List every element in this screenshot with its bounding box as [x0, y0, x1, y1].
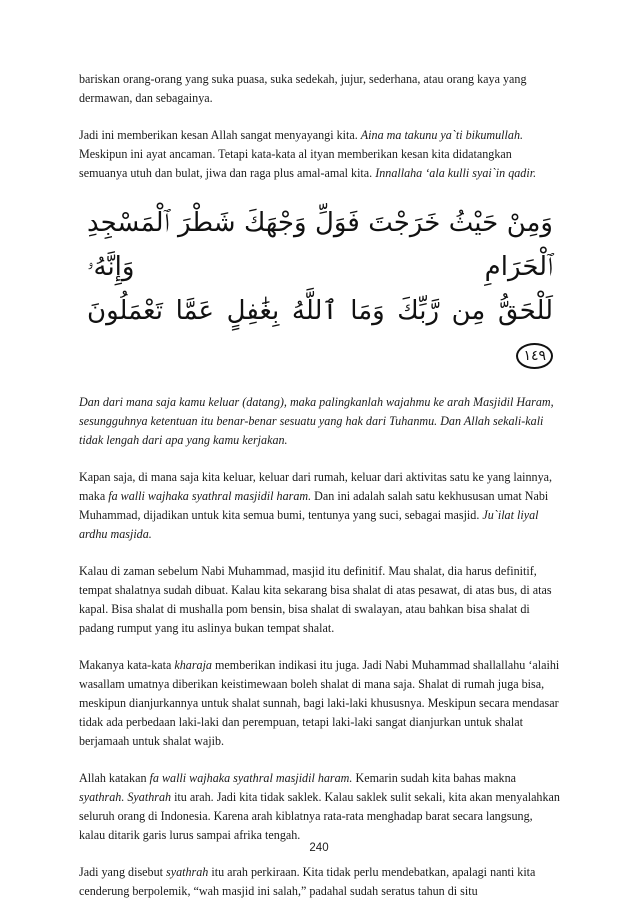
paragraph-3	[79, 468, 561, 544]
paragraph-6-text-2: Kemarin sudah kita bahas makna	[352, 771, 517, 785]
paragraph-2-italic-1: Aina ma takunu ya`ti bikumullah.	[360, 128, 524, 142]
paragraph-7-italic-1: syathrah	[166, 865, 209, 879]
paragraph-1	[79, 70, 561, 108]
paragraph-2-italic-2: Innallaha ‘ala kulli syai`in qadir.	[375, 166, 537, 180]
paragraph-2	[79, 126, 561, 183]
paragraph-3-italic-1: fa walli wajhaka syathral masjidil haram.	[105, 489, 312, 503]
paragraph-3-text-1: Kapan saja, di mana saja kita keluar, keluar dari rumah, keluar dari aktivitas satu ke yang lainnya, maka	[79, 470, 553, 503]
paragraph-5-italic-1: kharaja	[174, 658, 212, 672]
paragraph-3-italic-2: Ju`ilat liyal ardhu masjida.	[79, 508, 539, 541]
paragraph-7	[79, 863, 561, 901]
ayah-number-badge: ١٤٩	[516, 343, 553, 369]
page-body	[79, 70, 561, 919]
page-number: 240	[309, 842, 329, 854]
paragraph-4	[79, 562, 561, 638]
quran-verse	[87, 201, 553, 377]
paragraph-3-text-2: Dan ini adalah salah satu kekhususan umat Nabi Muhammad, dijadikan untuk kita semua bumi, tentunya yang suci, sebagai masjid.	[79, 489, 549, 522]
paragraph-2-text-2: Meskipun ini ayat ancaman. Tetapi kata-kata al ityan memberikan kesan kita didatangkan semuanya utuh dan bulat, jiwa dan raga plus amal-amal kita.	[79, 147, 512, 180]
paragraph-6-italic-1: fa walli wajhaka syathral masjidil haram.	[146, 771, 353, 785]
paragraph-7-text-1: Jadi yang disebut	[79, 865, 166, 879]
quran-verse-line-2-wrap	[87, 289, 553, 377]
paragraph-5-text-1: Makanya kata-kata	[79, 658, 175, 672]
verse-translation-text: Dan dari mana saja kamu keluar (datang), maka palingkanlah wajahmu ke arah Masjidil Haram, sesungguhnya ketentuan itu benar-benar sesuatu yang hak dari Tuhanmu. Dan Allah sekali-kali tidak lengah dari apa yang kamu kerjakan.	[79, 395, 554, 447]
paragraph-4-text: Kalau di zaman sebelum Nabi Muhammad, masjid itu definitif. Mau shalat, dia harus definitif, tempat shalatnya sudah dibuat. Kalau kita sekarang bisa shalat di atas pesawat, di atas bus, di atas kapal. Bisa shalat di mushalla pom bensin, bisa shalat di swalayan, atau bahkan bisa shalat di padang rumput yang itu aslinya bukan tempat shalat.	[79, 564, 552, 635]
paragraph-6-text-1: Allah katakan	[79, 771, 147, 785]
paragraph-5	[79, 656, 561, 751]
paragraph-5-text-2: memberikan indikasi itu juga. Jadi Nabi Muhammad shallallahu ‘alaihi wasallam umatnya diberikan keistimewaan boleh shalat di mana saja. Shalat di rumah juga bisa, meskipun dianjurkannya untuk shalat sunnah, bagi laki-laki khususnya. Meskipun secara mendasar tidak ada perbedaan laki-laki dan perempuan, tetapi laki-laki sangat dianjurkan untuk shalat berjamaah untuk shalat wajib.	[79, 658, 560, 748]
paragraph-6	[79, 769, 561, 845]
verse-translation	[79, 393, 561, 450]
quran-verse-line-2: لَلْحَقُّ مِن رَّبِّكَ وَمَا ٱللَّهُ بِغَٰفِلٍ عَمَّا تَعْمَلُونَ	[87, 296, 553, 326]
paragraph-6-italic-2: syathrah. Syathrah	[79, 790, 172, 804]
paragraph-7-text-2: itu arah perkiraan. Kita tidak perlu mendebatkan, apalagi nanti kita cenderung berpolemik, “wah masjid ini salah,” padahal sudah seratus tahun di situ	[79, 865, 536, 898]
paragraph-1-text: bariskan orang-orang yang suka puasa, suka sedekah, jujur, sederhana, atau orang kaya yang dermawan, dan sebagainya.	[79, 72, 527, 105]
paragraph-2-text-1: Jadi ini memberikan kesan Allah sangat menyayangi kita.	[79, 128, 361, 142]
paragraph-6-text-3: itu arah. Jadi kita tidak saklek. Kalau saklek sulit sekali, kita akan menyalahkan seluruh orang di Indonesia. Karena arah kiblatnya rata-rata menghadap barat secara langsung, kalau ditarik garis lurus sampai afrika tengah.	[79, 790, 560, 842]
quran-verse-line-1: وَمِنْ حَيْثُ خَرَجْتَ فَوَلِّ وَجْهَكَ شَطْرَ ٱلْمَسْجِدِ ٱلْحَرَامِ وَإِنَّهُۥ	[87, 208, 553, 282]
